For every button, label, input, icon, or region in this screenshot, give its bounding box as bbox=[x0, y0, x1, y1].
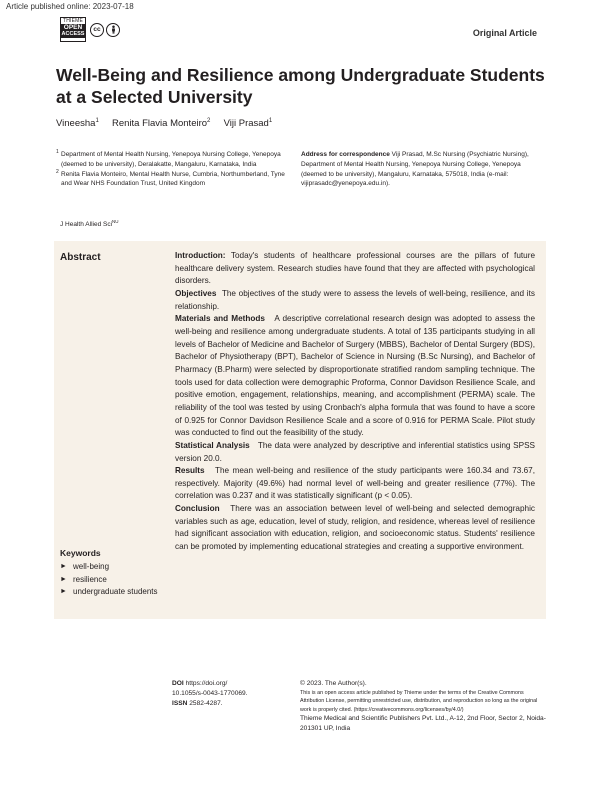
open-access-logo bbox=[60, 17, 86, 42]
section-text: Today's students of healthcare professional courses are the pillars of future healthcare delivery system. Research studies have found that they are affected with psychological disorders. bbox=[175, 251, 535, 286]
issn-value: 2582-4287. bbox=[189, 700, 223, 707]
section-text: The mean well-being and resilience of the study participants were 160.34 and 73.67, respectively. Majority (49.6%) had normal level of well-being and greater resilience (77%). The correlation was 0.237 and it was statistically significant (p < 0.05). bbox=[175, 466, 535, 501]
keywords-list bbox=[60, 561, 160, 599]
section-text: The data were analyzed by descriptive and inferential statistics using SPSS version 20.0. bbox=[175, 440, 536, 463]
cc-icon: cc bbox=[90, 23, 104, 37]
keywords-heading: Keywords bbox=[60, 548, 101, 558]
abstract-section bbox=[175, 465, 535, 503]
abstract-section bbox=[175, 250, 535, 288]
section-label: Introduction: bbox=[175, 251, 226, 260]
issn-label: ISSN bbox=[172, 700, 188, 707]
oa-logo-mid: OPEN bbox=[61, 24, 85, 31]
journal-citation bbox=[60, 219, 119, 228]
abstract-heading: Abstract bbox=[60, 252, 101, 263]
abstract-section bbox=[175, 440, 535, 465]
section-label: Materials and Methods bbox=[175, 314, 265, 324]
doi-number: 10.1055/s-0043-1770069. bbox=[172, 690, 248, 697]
author-sup: 2 bbox=[207, 118, 211, 124]
license-text[interactable]: This is an open access article published by Thieme under the terms of the Creative Commons Attribution License, permitting unrestricted use, distribution, and reproduction so long as the original work is properly cited. (https://creativecommons.org/licenses/by/4.0/) bbox=[300, 690, 538, 713]
author-name[interactable]: Vineesha bbox=[56, 118, 96, 130]
doi-label: DOI bbox=[172, 680, 184, 687]
affiliation-number: 2 bbox=[56, 168, 59, 175]
keyword-text: undergraduate students bbox=[73, 587, 158, 596]
keyword-item[interactable] bbox=[60, 586, 160, 599]
author-sup: 1 bbox=[95, 118, 99, 124]
section-text: There was an association between level of well-being and selected demographic variables such as age, education, level of study, religion, and residence, whereas level of resilience had significant association with education, religion, and socioeconomic status. Students' resilience can be promoted by implementing educational strategies and creating a supportive environment. bbox=[175, 504, 535, 552]
section-label: Conclusion bbox=[175, 504, 220, 514]
abstract-section bbox=[175, 313, 535, 440]
keyword-item[interactable] bbox=[60, 574, 160, 587]
published-date: Article published online: 2023-07-18 bbox=[6, 2, 134, 11]
copyright-line: © 2023. The Author(s). bbox=[300, 680, 367, 687]
arrow-icon: ► bbox=[60, 563, 67, 570]
creative-commons-icons[interactable] bbox=[90, 22, 120, 37]
section-label: Objectives bbox=[175, 288, 217, 298]
section-label: Statistical Analysis bbox=[175, 440, 250, 450]
publisher-text: Thieme Medical and Scientific Publishers Pvt. Ltd., A-12, 2nd Floor, Sector 2, Noida-201301 UP, India bbox=[300, 715, 546, 733]
affiliation bbox=[56, 170, 292, 190]
article-type: Original Article bbox=[472, 28, 537, 38]
abstract-body bbox=[175, 250, 535, 554]
correspondence-text[interactable]: Viji Prasad, M.Sc Nursing (Psychiatric Nursing), Department of Mental Health Nursing, Yenepoya Nursing College, Yenepoya (deemed to be university), Mangaluru, Karnataka, 575018, India (e-mail: vijiprasadc@yenepoya.edu.in). bbox=[301, 151, 529, 188]
keyword-text: well-being bbox=[73, 562, 110, 571]
correspondence bbox=[301, 150, 541, 189]
copyright-block bbox=[300, 679, 546, 734]
person-icon bbox=[109, 25, 118, 34]
arrow-icon: ► bbox=[60, 575, 67, 583]
affiliation-text: Renita Flavia Monteiro, Mental Health Nurse, Cumbria, Northumberland, Tyne and Wear NHS Foundation Trust, United Kingdom bbox=[61, 170, 285, 188]
affiliation-number: 1 bbox=[56, 149, 59, 155]
attribution-icon bbox=[106, 23, 120, 37]
journal-sup: NU bbox=[112, 219, 119, 224]
section-label: Results bbox=[175, 466, 205, 476]
author-sup: 1 bbox=[268, 118, 273, 124]
section-text: The objectives of the study were to assess the levels of well-being, resilience, and its relationship. bbox=[175, 288, 535, 311]
author-name[interactable]: Renita Flavia Monteiro bbox=[112, 118, 208, 130]
arrow-icon: ► bbox=[60, 588, 67, 595]
section-text: A descriptive correlational research design was adopted to assess the well-being and resilience among undergraduate students. A total of 135 participants studying in all levels of Bachelor of Medicine and Bachelor of Surgery (MBBS), Bachelor of Dental Surgery (BDS), Bachelor of Physiotherapy (BPT), Bachelor of Science in Nursing (B.Sc Nursing), and Bachelor of Pharmacy (B.Pharm) were selected by disproportionate stratified random sampling technique. The tools used for data collection were demographic Proforma, Connor Davidson Resilience Scale, and positive emotion, engagement, relationships, meaning, and accomplishment (PERMA) scale. The reliability of the tool was tested by using Cronbach's alpha formula that was found to have a score of 0.925 for Connor Davidson Resilience Scale and a score of 0.916 for PERMA Scale. Pilot study was conducted to find out the feasibility of the study. bbox=[175, 314, 536, 438]
doi-block bbox=[172, 679, 248, 709]
keyword-item[interactable] bbox=[60, 561, 160, 574]
affiliation bbox=[56, 150, 292, 170]
doi-line bbox=[172, 679, 248, 689]
author-list bbox=[56, 118, 272, 129]
oa-logo-top: THIEME bbox=[62, 18, 84, 24]
correspondence-label: Address for correspondence bbox=[301, 151, 390, 158]
oa-logo-bot: ACCESS bbox=[61, 31, 85, 37]
journal-name: J Health Allied Sci bbox=[60, 221, 113, 229]
keyword-text: resilience bbox=[73, 574, 107, 584]
affiliation-text: Department of Mental Health Nursing, Yenepoya Nursing College, Yenepoya (deemed to be university), Deralakatte, Mangaluru, Karnataka, India bbox=[61, 151, 281, 168]
issn-line bbox=[172, 699, 248, 709]
article-title: Well-Being and Resilience among Undergraduate Students at a Selected University bbox=[56, 65, 545, 107]
author-name[interactable]: Viji Prasad bbox=[223, 118, 269, 130]
doi-link[interactable]: https://doi.org/ bbox=[185, 680, 228, 687]
abstract-section bbox=[175, 288, 535, 313]
abstract-section bbox=[175, 503, 535, 554]
affiliations bbox=[56, 150, 292, 189]
